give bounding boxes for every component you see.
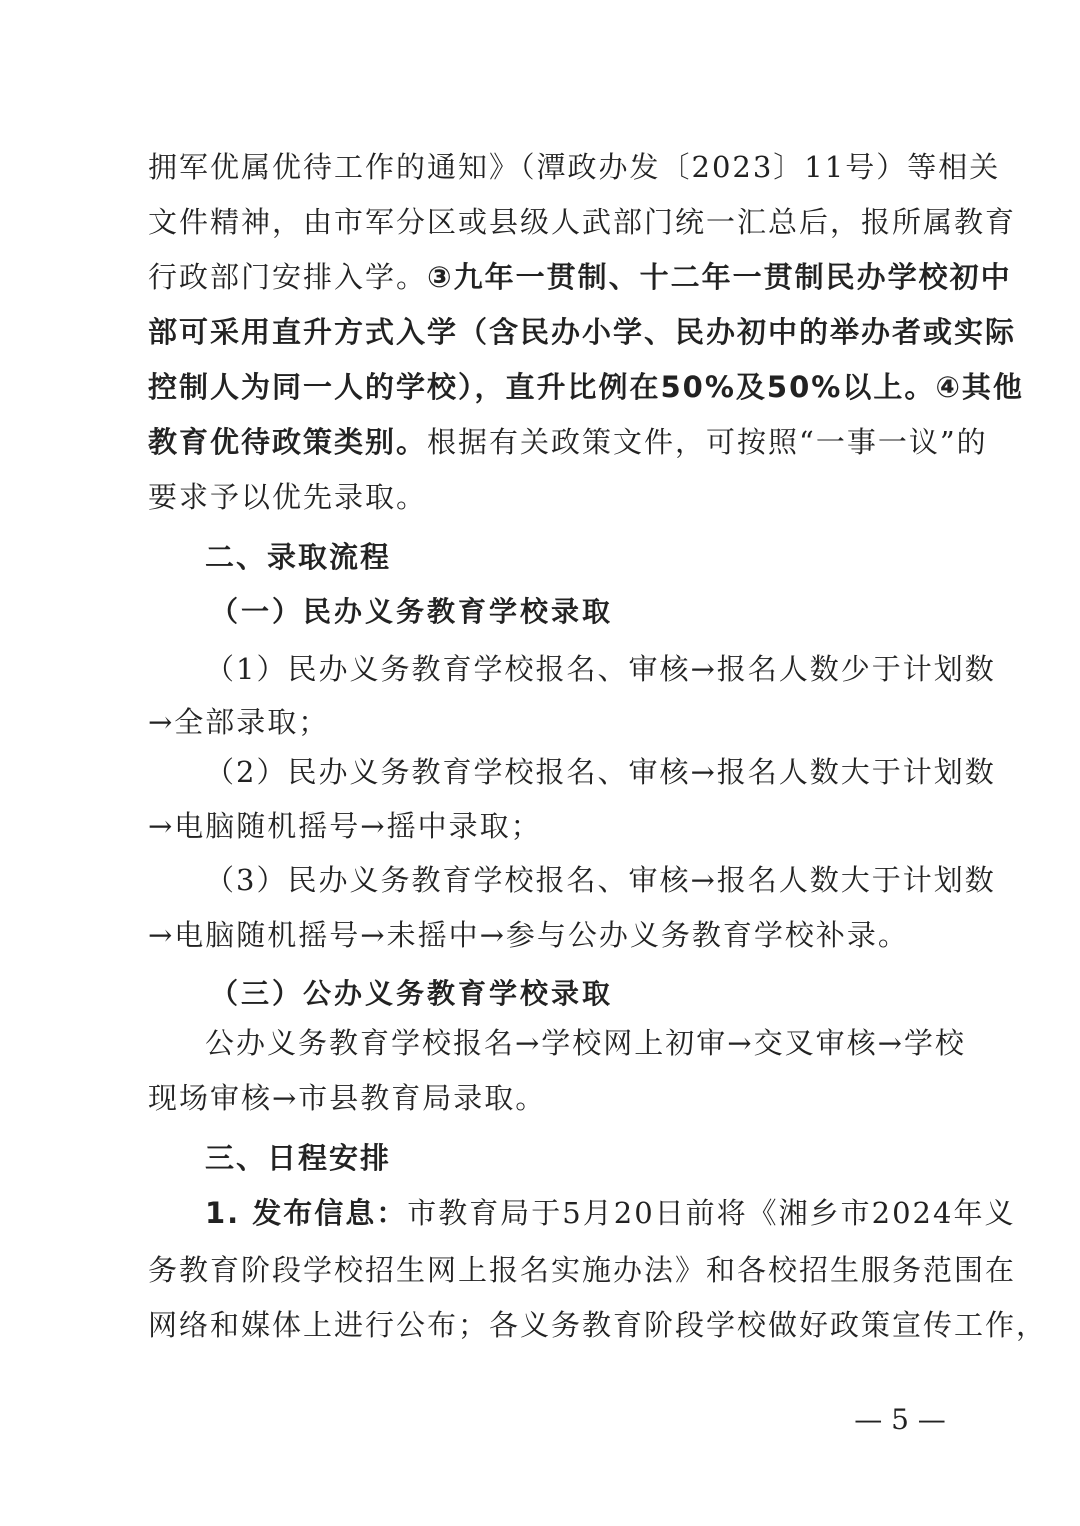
paragraph-line: 网络和媒体上进行公布；各义务教育阶段学校做好政策宣传工作，: [148, 1308, 1048, 1342]
paragraph-text: 根据有关政策文件，可按照“一事一议”的: [427, 425, 988, 459]
subsection-heading: （三）公办义务教育学校录取: [210, 977, 614, 1010]
list-item-line: （3）民办义务教育学校报名、审核→报名人数大于计划数: [205, 863, 996, 897]
section-heading: 二、录取流程: [205, 540, 392, 574]
list-item-line: （1）民办义务教育学校报名、审核→报名人数少于计划数: [205, 652, 996, 686]
paragraph-line: 控制人为同一人的学校），直升比例在50%及50%以上。④其他: [148, 370, 1024, 404]
section-heading: 三、日程安排: [205, 1141, 392, 1175]
paragraph-line: [205, 1193, 1016, 1233]
paragraph-text: 市教育局于5月20日前将《湘乡市2024年义: [407, 1196, 1016, 1230]
paragraph-line: [148, 257, 1012, 297]
paragraph-line: 文件精神，由市军分区或县级人武部门统一汇总后，报所属教育: [148, 205, 1017, 239]
paragraph-line: 务教育阶段学校招生网上报名实施办法》和各校招生服务范围在: [148, 1253, 1017, 1287]
paragraph-line: 拥军优属优待工作的通知》（潭政办发〔2023〕11号）等相关: [148, 150, 1001, 184]
paragraph-text: 行政部门安排入学。: [148, 260, 428, 294]
paragraph-line: 现场审核→市县教育局录取。: [148, 1081, 547, 1115]
paragraph-line: [148, 422, 988, 462]
paragraph-line: 公办义务教育学校报名→学校网上初审→交叉审核→学校: [205, 1026, 966, 1060]
list-item-line: →全部录取；: [148, 705, 330, 739]
list-item-line: →电脑随机摇号→未摇中→参与公办义务教育学校补录。: [148, 918, 909, 952]
item-label: 1. 发布信息：: [205, 1196, 408, 1230]
subsection-heading: （一）民办义务教育学校录取: [210, 595, 614, 628]
paragraph-line: 部可采用直升方式入学（含民办小学、民办初中的举办者或实际: [148, 315, 1017, 349]
list-item-line: （2）民办义务教育学校报名、审核→报名人数大于计划数: [205, 755, 996, 789]
page-number: — 5 —: [854, 1403, 946, 1436]
bold-text: 教育优待政策类别。: [148, 425, 428, 459]
paragraph-line: 要求予以优先录取。: [148, 480, 428, 514]
list-item-line: →电脑随机摇号→摇中录取；: [148, 809, 542, 843]
bold-text: ③九年一贯制、十二年一贯制民办学校初中: [427, 260, 1012, 294]
